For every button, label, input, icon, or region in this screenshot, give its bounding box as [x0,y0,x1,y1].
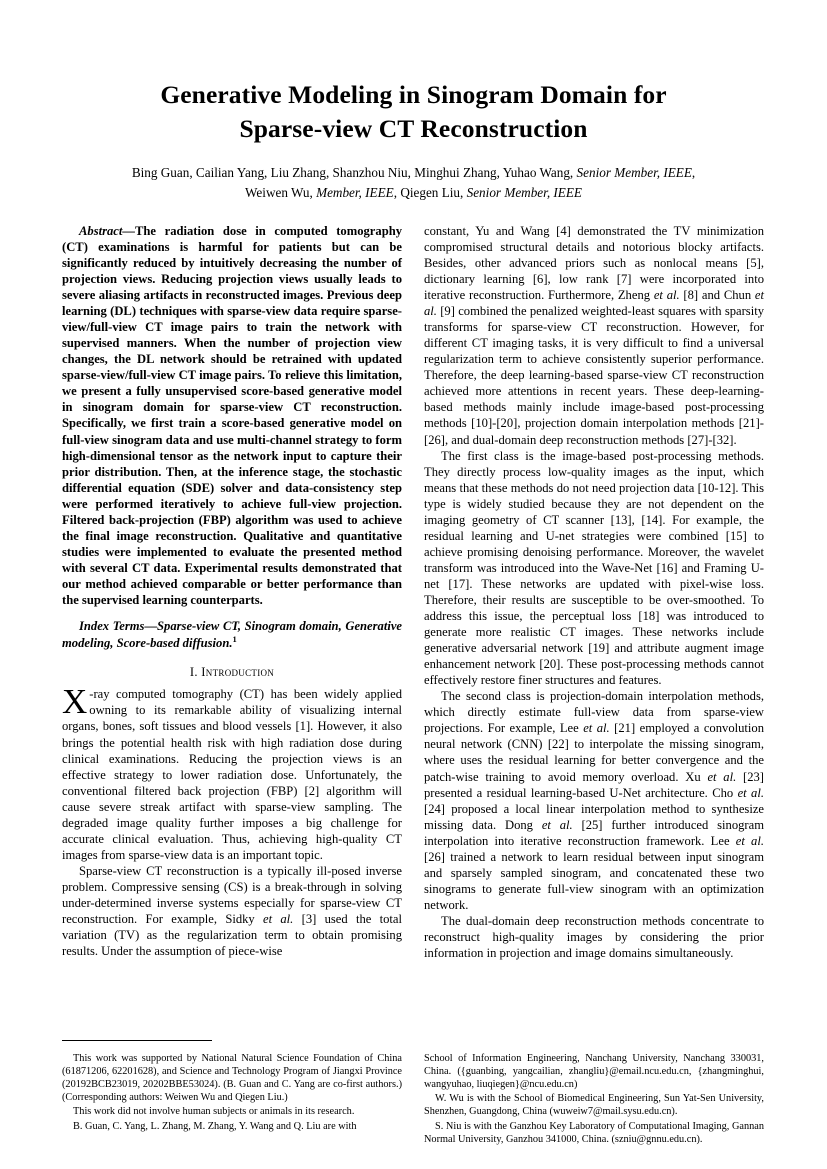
author-list [82,163,745,203]
abstract-paragraph [62,223,402,608]
right-paragraph-3: The second class is projection-domain interpolation methods, which directly estimate full-view data from sparse-view projections. For example, Lee et al. [21] employed a convolution neural network (CNN) [22] to interpolate the missing sinogram, where uses the residual learning for better convergence and the patch-wise training to avoid memory overload. Xu et al. [23] presented a residual learning-based U-Net architecture. Cho et al. [24] proposed a local linear interpolation method to synthesize missing data. Dong et al. [25] further introduced sinogram interpolation into iterative reconstruction framework. Lee et al. [26] trained a network to learn residual between input sinogram and sparsely sampled sinogram, and concatenated these two sinograms to generate full-view sinogram with an optimization network. [424,689,764,912]
footnote-item: This work did not involve human subjects or animals in its research. [73,1106,355,1118]
author-line-1: Bing Guan, Cailian Yang, Liu Zhang, Shanzhou Niu, Minghui Zhang, Yuhao Wang, Senior Member, IEEE, [131,165,696,181]
left-column [62,223,402,961]
footnote-item: This work was supported by National Natural Science Foundation of China (61871206, 62201628), and Science and Technology Program of Jiangxi Province (20192BCB23019, 20202BBE53024). (B. Guan and C. Yang are co-first authors.) (Corresponding authors: Weiwen Wu and Qiegen Liu.) [62,1052,402,1104]
drop-cap-letter: X [62,682,88,722]
footnote-rule [62,1040,212,1041]
index-terms-text: Sparse-view CT, Sinogram domain, Generative modeling, Score-based diffusion. [62,619,402,651]
index-terms-paragraph [62,618,402,651]
right-paragraph-2: The first class is the image-based post-processing methods. They directly process low-quality images as the input, which means that these methods do not need projection data [10-12]. This type is widely studied because they are not dependent on the imaging geometry of CT scanner [13], [14]. For example, the residual learning and U-net strategies were combined [15] to achieve promising denoising performance. Moreover, the wavelet transform was introduced into the Wave-Net [16] and Framing U-net [17]. These networks are updated with pixel-wise loss. Therefore, their results are susceptible to be over-smoothed. To address this issue, the perceptual loss [18] was introduced to generate more realistic CT images. These networks include generative adversarial network [19] and attribute augment image enhancement network [20]. These post-processing methods cannot effectively restore finer structures and features. [424,448,764,688]
index-terms-footnote-marker: 1 [232,634,237,645]
footnote-item: B. Guan, C. Yang, L. Zhang, M. Zhang, Y. Wang and Q. Liu are with [73,1120,357,1132]
footnote-item: S. Niu is with the Ganzhou Key Laboratory of Computational Imaging, Gannan Normal University, Ganzhou 341000, China. (szniu@gnnu.edu.cn). [424,1120,764,1145]
section-heading-introduction: I. Introduction [189,665,275,680]
intro-paragraph-2: Sparse-view CT reconstruction is a typically ill-posed inverse problem. Compressive sensing (CS) is a break-through in solving under-determined inverse systems especially for sparse-view CT reconstruction. For example, Sidky et al. [3] used the total variation (TV) as the regularization term to obtain promising results. Under the assumption of piece-wise [62,863,403,959]
intro-paragraph-1 [62,682,402,863]
footnote-item: W. Wu is with the School of Biomedical Engineering, Sun Yat-Sen University, Shenzhen, Guangdong, China (wuweiw7@mail.sysu.edu.cn). [424,1093,764,1118]
author-line-2: Weiwen Wu, Member, IEEE, Qiegen Liu, Senior Member, IEEE [245,185,582,201]
title-line-1: Generative Modeling in Sinogram Domain for [160,80,667,109]
page-title [92,78,735,145]
two-column-body [62,223,765,961]
title-line-2: Sparse-view CT Reconstruction [239,113,588,143]
index-terms-lead-in: Index Terms— [79,619,158,634]
footnote-column-right [424,1052,764,1147]
intro-paragraph-1-text: -ray computed tomography (CT) has been widely applied owning to its remarkable ability of visualizing internal organs, bones, soft tissues and blood vessels [1]. However, it also brings the potential health risk with high radiation dose during clinical examinations. Reducing the projection views is an effective strategy to lower radiation dose. Unfortunately, the conventional filtered back projection (FBP) [2] algorithm will cause severe streak artifact with sparse-view sampling. The degraded image quality further imposes a big challenge for accurate clinical evaluation. Thus, achieving high-quality CT images from sparse-view data is an important topic. [62,687,402,862]
abstract-lead-in: Abstract— [79,223,135,238]
abstract-text: The radiation dose in computed tomography (CT) examinations is harmful for patients but can be significantly reduced by intuitively decreasing the number of projection views. Reducing projection views usually leads to severe aliasing artifacts in reconstructed images. Previous deep learning (DL) techniques with sparse-view data require sparse-view/full-view CT image pairs to train the network with supervised manners. When the number of projection view changes, the DL network should be retrained with updated sparse-view/full-view CT image pairs. To relieve this limitation, we present a fully unsupervised score-based generative model in sinogram domain for sparse-view CT reconstruction. Specifically, we first train a score-based generative model on full-view sinogram data and use multi-channel strategy to form high-dimensional tensor as the network input to capture their prior distribution. Then, at the inference stage, the stochastic differential equation (SDE) solver and data-consistency step were performed iteratively to achieve full-view projection. Filtered back-projection (FBP) algorithm was used to achieve the final image reconstruction. Qualitative and quantitative studies were implemented to evaluate the presented method with several CT data. Experimental results demonstrated that our method achieved comparable or better performance than the supervised learning counterparts. [62,223,402,607]
right-paragraph-4: The dual-domain deep reconstruction methods concentrate to reconstruct high-quality images by considering the prior information in projection and image domains simultaneously. [424,913,764,961]
footnote-item: School of Information Engineering, Nanchang University, Nanchang 330031, China. ({guanbing, yangcailian, zhangliu}@email.ncu.edu.cn, {zhangminghui, wangyuhao, liuqiegen}@ncu.edu.cn) [424,1052,764,1091]
right-column [424,223,764,961]
right-paragraph-1: constant, Yu and Wang [4] demonstrated the TV minimization compromised structural details and notorious blocky artifacts. Besides, other advanced priors such as nonlocal means [5], dictionary learning [6], low rank [7] were incorporated into iterative reconstruction. Furthermore, Zheng et al. [8] and Chun et al. [9] combined the penalized weighted-least squares with sparsity transforms for sparse-view CT reconstruction. However, for different CT imaging tasks, it is very difficult to find a universal regularization term to achieve consistently superior performance. Therefore, the deep learning-based sparse-view CT reconstruction achieved more attentions in recent years. These deep-learning-based methods mainly include image-based post-processing methods [10]-[20], projection domain interpolation methods [21]-[26], and dual-domain deep reconstruction methods [27]-[32]. [424,223,764,447]
footnote-area [62,1052,765,1147]
footnote-column-left [62,1052,402,1147]
